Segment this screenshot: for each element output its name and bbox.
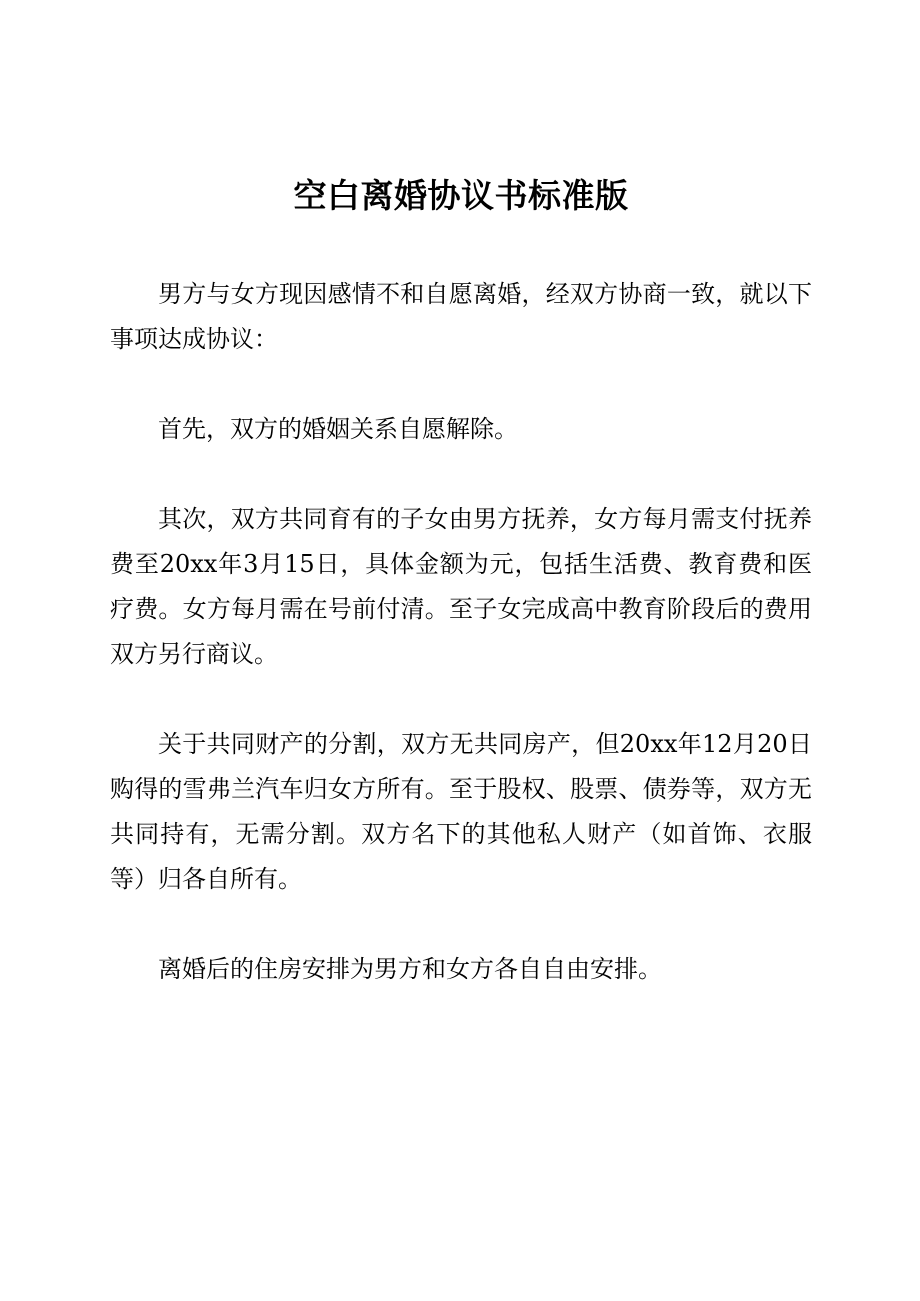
paragraph-intro: 男方与女方现因感情不和自愿离婚，经双方协商一致，就以下事项达成协议：	[110, 280, 812, 353]
document-body	[110, 272, 812, 992]
paragraph-child-support: 其次，双方共同育有的子女由男方抚养，女方每月需支付抚养费至20xx年3月15日，具体金额为元，包括生活费、教育费和医疗费。女方每月需在号前付清。至子女完成高中教育阶段后的费用双方另行商议。	[110, 505, 812, 668]
paragraph-property-division: 关于共同财产的分割，双方无共同房产，但20xx年12月20日购得的雪弗兰汽车归女方所有。至于股权、股票、债券等，双方无共同持有，无需分割。双方名下的其他私人财产（如首饰、衣服等）归各自所有。	[110, 730, 812, 893]
paragraph-housing: 离婚后的住房安排为男方和女方各自自由安排。	[158, 955, 662, 983]
paragraph-marriage-dissolution: 首先，双方的婚姻关系自愿解除。	[158, 415, 518, 443]
page-title: 空白离婚协议书标准版	[293, 176, 629, 215]
